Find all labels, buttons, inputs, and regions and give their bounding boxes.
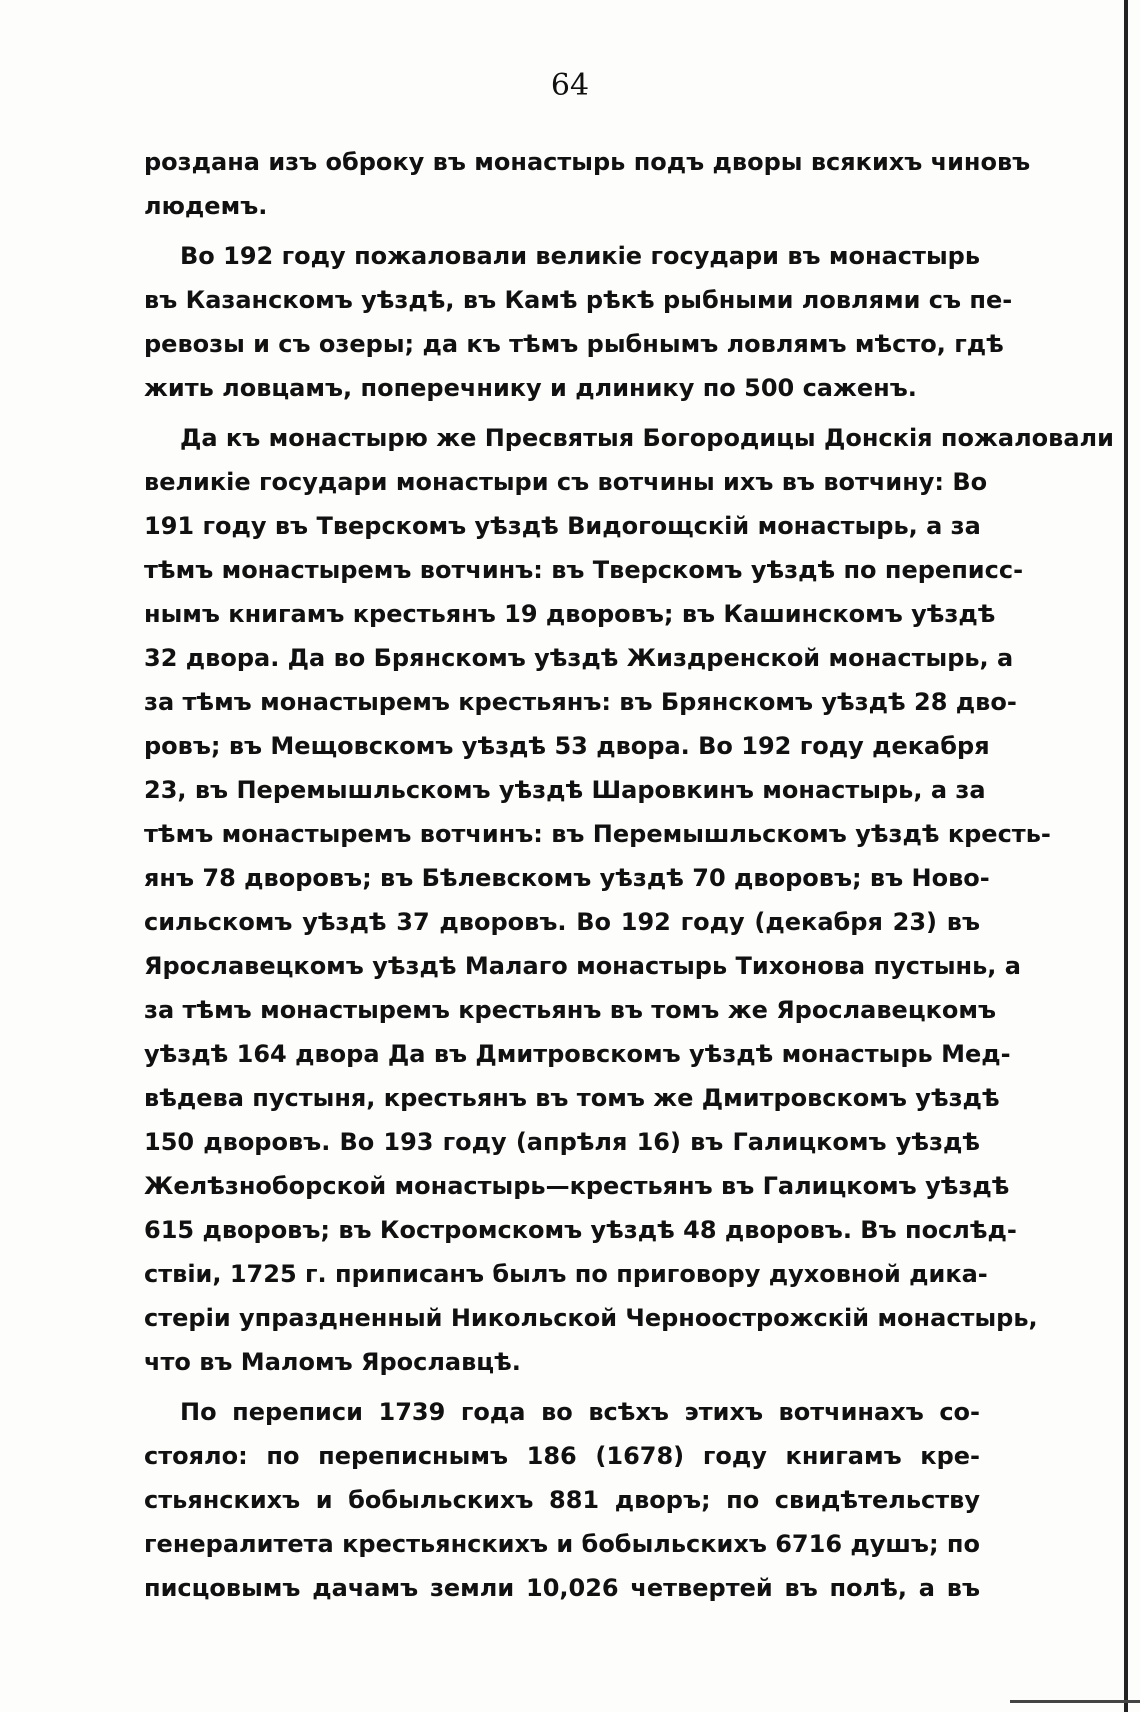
text-line: за тѣмъ монастыремъ крестьянъ: въ Брянскомъ уѣздѣ 28 дво- (144, 688, 1017, 716)
text-line: стеріи упраздненный Никольской Черноострожскій монастырь, (144, 1304, 1038, 1332)
text-line: тѣмъ монастыремъ вотчинъ: въ Тверскомъ уѣздѣ по переписс- (144, 556, 1024, 584)
text-line: 150 дворовъ. Во 193 году (апрѣля 16) въ Галицкомъ уѣздѣ (144, 1128, 980, 1156)
text-line: ствіи, 1725 г. приписанъ былъ по приговору духовной дика- (144, 1260, 988, 1288)
text-line: роздана изъ оброку въ монастырь подъ дворы всякихъ чиновъ (144, 148, 1031, 176)
text-line: Да къ монастырю же Пресвятыя Богородицы Донскія пожаловали (180, 424, 1114, 452)
text-line: жить ловцамъ, поперечнику и длинику по 500 саженъ. (144, 374, 917, 402)
text-line: 23, въ Перемышльскомъ уѣздѣ Шаровкинъ монастырь, а за (144, 776, 986, 804)
text-line: людемъ. (144, 192, 268, 220)
body-text (144, 140, 1114, 1610)
text-line: уѣздѣ 164 двора Да въ Дмитровскомъ уѣздѣ монастырь Мед- (144, 1040, 1011, 1068)
text-line: великіе государи монастыри съ вотчины ихъ въ вотчину: Во (144, 468, 988, 496)
paragraph-1 (144, 140, 1031, 228)
text-line: генералитета крестьянскихъ и бобыльскихъ 6716 душъ; по (144, 1530, 980, 1558)
paragraph-3 (144, 416, 1114, 1384)
page-edge-rule (1124, 0, 1128, 1712)
text-line: сильскомъ уѣздѣ 37 дворовъ. Во 192 году (декабря 23) въ (144, 908, 980, 936)
text-line: что въ Маломъ Ярославцѣ. (144, 1348, 521, 1376)
text-line: Во 192 году пожаловали великіе государи въ монастырь (180, 242, 980, 270)
page-number: 64 (550, 68, 590, 103)
text-line: 32 двора. Да во Брянскомъ уѣздѣ Жиздренской монастырь, а (144, 644, 1014, 672)
text-line: Желѣзноборской монастырь—крестьянъ въ Галицкомъ уѣздѣ (144, 1172, 1010, 1200)
text-line: ровъ; въ Мещовскомъ уѣздѣ 53 двора. Во 192 году декабря (144, 732, 990, 760)
paragraph-4 (144, 1390, 980, 1610)
text-line: вѣдева пустыня, крестьянъ въ томъ же Дмитровскомъ уѣздѣ (144, 1084, 1000, 1112)
text-line: Ярославецкомъ уѣздѣ Малаго монастырь Тихонова пустынь, а (144, 952, 1021, 980)
text-line: ревозы и съ озеры; да къ тѣмъ рыбнымъ ловлямъ мѣсто, гдѣ (144, 330, 1004, 358)
paragraph-2 (144, 234, 1013, 410)
text-line: писцовымъ дачамъ земли 10,026 четвертей въ полѣ, а въ (144, 1574, 980, 1602)
text-line: тѣмъ монастыремъ вотчинъ: въ Перемышльскомъ уѣздѣ кресть- (144, 820, 1051, 848)
text-line: стьянскихъ и бобыльскихъ 881 дворъ; по свидѣтельству (144, 1486, 980, 1514)
text-line: 615 дворовъ; въ Костромскомъ уѣздѣ 48 дворовъ. Въ послѣд- (144, 1216, 1017, 1244)
text-line: за тѣмъ монастыремъ крестьянъ въ томъ же Ярославецкомъ (144, 996, 997, 1024)
text-line: 191 году въ Тверскомъ уѣздѣ Видогощскій монастырь, а за (144, 512, 981, 540)
text-line: янъ 78 дворовъ; въ Бѣлевскомъ уѣздѣ 70 дворовъ; въ Ново- (144, 864, 990, 892)
text-line: въ Казанскомъ уѣздѣ, въ Камѣ рѣкѣ рыбными ловлями съ пе- (144, 286, 1013, 314)
bottom-edge-rule (1010, 1700, 1140, 1703)
text-line: нымъ книгамъ крестьянъ 19 дворовъ; въ Кашинскомъ уѣздѣ (144, 600, 996, 628)
text-line: стояло: по переписнымъ 186 (1678) году книгамъ кре- (144, 1442, 980, 1470)
text-line: По переписи 1739 года во всѣхъ этихъ вотчинахъ со- (180, 1398, 980, 1426)
